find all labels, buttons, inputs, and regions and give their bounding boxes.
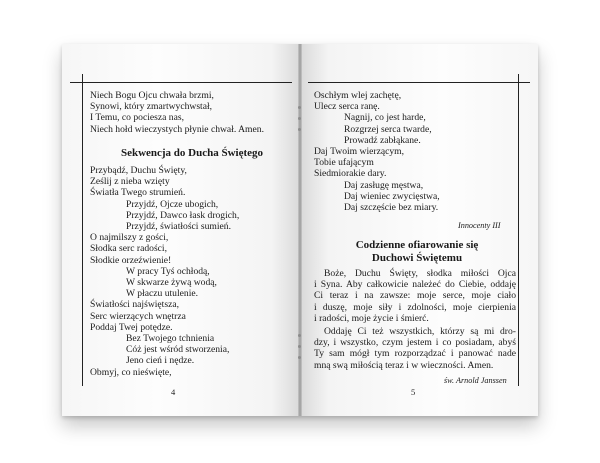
sequence-line: O najmilszy z gości, bbox=[90, 232, 169, 244]
sequence-line: Przyjdź, Ojcze ubogich, bbox=[126, 198, 219, 210]
sequence-line: W pracy Tyś ochłodą, bbox=[126, 265, 210, 277]
staple-top-1 bbox=[298, 106, 301, 109]
verse-line: I Temu, co pociesza nas, bbox=[90, 112, 184, 124]
sequence-line: Daj szczęście bez miary. bbox=[344, 202, 439, 213]
paragraph-line: mną swą miłością teraz i w wieczności. Amen. bbox=[314, 359, 494, 371]
sequence-line: Daj wieniec zwycięstwa, bbox=[344, 190, 440, 202]
sequence-line: Tobie ufającym bbox=[314, 157, 374, 169]
book-spine bbox=[298, 44, 302, 416]
sequence-line: W płaczu utulenie. bbox=[126, 288, 199, 300]
sequence-line: Obmyj, co nieświęte, bbox=[90, 366, 172, 378]
sequence-line: Daj zasługę męstwa, bbox=[344, 179, 424, 191]
attribution-innocenty: Innocenty III bbox=[458, 221, 501, 230]
paragraph-line: Oddaję Ci też wszystkich, którzy są mi dro- bbox=[324, 326, 516, 337]
right-page bbox=[300, 44, 538, 416]
sequence-heading: Sekwencja do Ducha Świętego bbox=[120, 147, 264, 159]
staple-top-2 bbox=[298, 117, 301, 120]
sequence-line: Słodka serc radości, bbox=[90, 243, 167, 255]
sequence-line: Bez Twojego tchnienia bbox=[126, 333, 215, 344]
sequence-line: Światłości najświętsza, bbox=[90, 299, 179, 311]
open-booklet bbox=[62, 44, 538, 416]
sequence-line: Cóż jest wśród stworzenia, bbox=[126, 344, 230, 356]
paragraph-line: Ci teraz i na zawsze: moje serce, moje ciało bbox=[314, 290, 516, 302]
crop-mark-right-vertical bbox=[518, 74, 519, 386]
sequence-line: Przyjdź, światłości sumień. bbox=[126, 221, 231, 232]
crop-mark-left-horizontal bbox=[70, 82, 292, 83]
sequence-line: Rozgrzej serca twarde, bbox=[344, 123, 432, 135]
sequence-line: Nagnij, co jest harde, bbox=[344, 112, 426, 124]
verse-line: Synowi, który zmartwychwstał, bbox=[90, 101, 213, 113]
crop-mark-left-vertical bbox=[82, 74, 83, 386]
sequence-line: Jeno cień i nędze. bbox=[126, 355, 195, 367]
verse-line: Niech Bogu Ojcu chwała brzmi, bbox=[90, 90, 214, 101]
sequence-line: Prowadź zabłąkane. bbox=[344, 134, 421, 146]
sequence-line: Słodkie orzeźwienie! bbox=[90, 254, 172, 266]
staple-bottom-1 bbox=[298, 334, 301, 337]
offering-heading bbox=[312, 239, 522, 265]
sequence-line: Przyjdź, Dawco łask drogich, bbox=[126, 209, 240, 221]
staple-bottom-2 bbox=[298, 345, 301, 348]
paragraph-line: i radości, moje życie i śmierć. bbox=[314, 312, 429, 324]
sequence-line: Światła Twego strumień. bbox=[90, 187, 186, 199]
crop-mark-right-horizontal bbox=[308, 82, 530, 83]
paragraph-line: i Syna. Aby całkowicie należeć do Ciebie, oddaję bbox=[314, 279, 516, 291]
sequence-line: Ulecz serca ranę. bbox=[314, 101, 380, 113]
staple-bottom-3 bbox=[298, 356, 301, 359]
left-page bbox=[62, 44, 300, 416]
sequence-line: Siedmiorakie dary. bbox=[314, 168, 387, 180]
sequence-line: Oschłym wlej zachętę, bbox=[314, 90, 402, 101]
paragraph-line: dzy, i wszystko, czym jestem i co posiadam, abyś bbox=[314, 337, 516, 349]
sequence-line: W skwarze żywą wodą, bbox=[126, 277, 217, 288]
offering-heading-line-1: Codzienne ofiarowanie się bbox=[355, 239, 479, 251]
sequence-line: Przybądź, Duchu Święty, bbox=[90, 165, 187, 176]
sequence-line: Ześlij z nieba wzięty bbox=[90, 176, 170, 188]
page-number-right: 5 bbox=[411, 387, 416, 397]
staple-top-3 bbox=[298, 128, 301, 131]
paragraph-line: Boże, Duchu Święty, słodka miłości Ojca bbox=[324, 268, 516, 279]
sequence-line: Poddaj Twej potędze. bbox=[90, 321, 173, 333]
paragraph-line: Ty sam mógł tym rozporządzać i panować nade bbox=[314, 348, 516, 360]
sequence-line: Serc wierzących wnętrza bbox=[90, 310, 186, 322]
verse-line: Niech hołd wieczystych płynie chwał. Amen. bbox=[90, 123, 264, 135]
offering-heading-line-2: Duchowi Świętemu bbox=[371, 252, 463, 264]
sequence-line: Daj Twoim wierzącym, bbox=[314, 146, 404, 157]
paragraph-line: i duszę, moje siły i zdolności, moje cierpienia bbox=[314, 301, 516, 313]
page-number-left: 4 bbox=[171, 387, 176, 397]
attribution-janssen: św. Arnold Janssen bbox=[444, 376, 507, 385]
